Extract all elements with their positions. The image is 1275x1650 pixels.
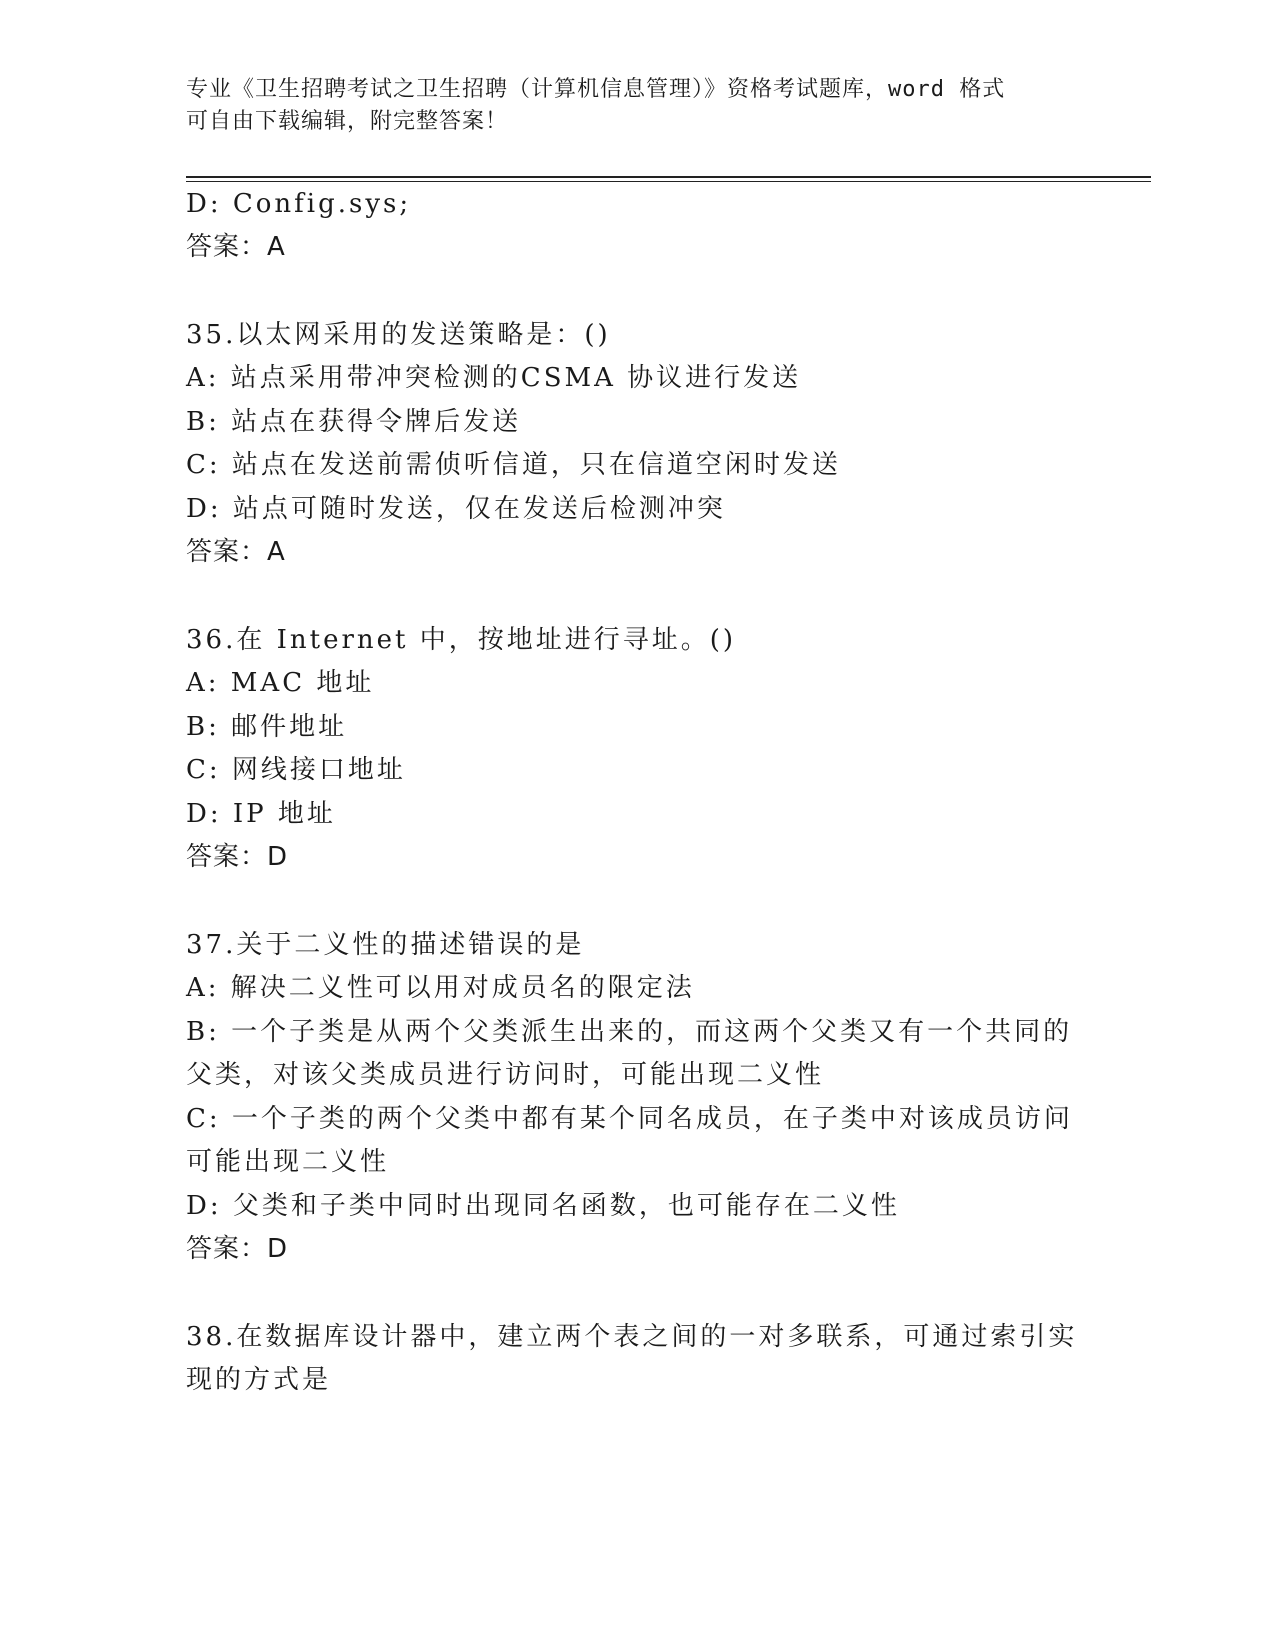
q36-option-a: A: MAC 地址 (186, 668, 375, 698)
q37-option-b-line-1: B: 一个子类是从两个父类派生出来的，而这两个父类又有一个共同的 (186, 1017, 1073, 1047)
document-header (186, 74, 1086, 138)
q37-option-b-line-2: 父类，对该父类成员进行访问时，可能出现二义性 (186, 1060, 825, 1090)
q37-option-a: A: 解决二义性可以用对成员名的限定法 (186, 973, 695, 1003)
q37-question: 37.关于二义性的描述错误的是 (186, 930, 585, 960)
header-divider-thin (186, 181, 1151, 182)
q36-answer: 答案：D (186, 842, 289, 872)
q36-option-c: C: 网线接口地址 (186, 755, 406, 785)
prev-answer: 答案：A (186, 232, 286, 262)
header-line-1: 专业《卫生招聘考试之卫生招聘（计算机信息管理）》资格考试题库，word 格式 (186, 77, 1006, 102)
q35-answer: 答案：A (186, 537, 286, 567)
q37-option-d: D: 父类和子类中同时出现同名函数，也可能存在二义性 (186, 1191, 900, 1221)
q36-question: 36.在 Internet 中，按地址进行寻址。() (186, 625, 737, 655)
q35-question: 35.以太网采用的发送策略是：() (186, 320, 611, 350)
q37-option-c-line-2: 可能出现二义性 (186, 1147, 390, 1177)
q37-option-c-line-1: C: 一个子类的两个父类中都有某个同名成员，在子类中对该成员访问 (186, 1104, 1073, 1134)
q36-option-b: B: 邮件地址 (186, 712, 348, 742)
q35-option-d: D: 站点可随时发送，仅在发送后检测冲突 (186, 494, 726, 524)
q35-option-c: C: 站点在发送前需侦听信道，只在信道空闲时发送 (186, 450, 841, 480)
header-line-2: 可自由下载编辑，附完整答案！ (186, 109, 509, 134)
header-divider-thick (186, 176, 1151, 178)
q35-option-a: A: 站点采用带冲突检测的CSMA 协议进行发送 (186, 363, 802, 393)
q37-answer: 答案：D (186, 1234, 289, 1264)
prev-option-d: D: Config.sys; (186, 189, 412, 219)
q36-option-d: D: IP 地址 (186, 799, 336, 829)
q38-question-line-2: 现的方式是 (186, 1365, 332, 1395)
q35-option-b: B: 站点在获得令牌后发送 (186, 407, 522, 437)
q38-question-line-1: 38.在数据库设计器中，建立两个表之间的一对多联系，可通过索引实 (186, 1322, 1078, 1352)
